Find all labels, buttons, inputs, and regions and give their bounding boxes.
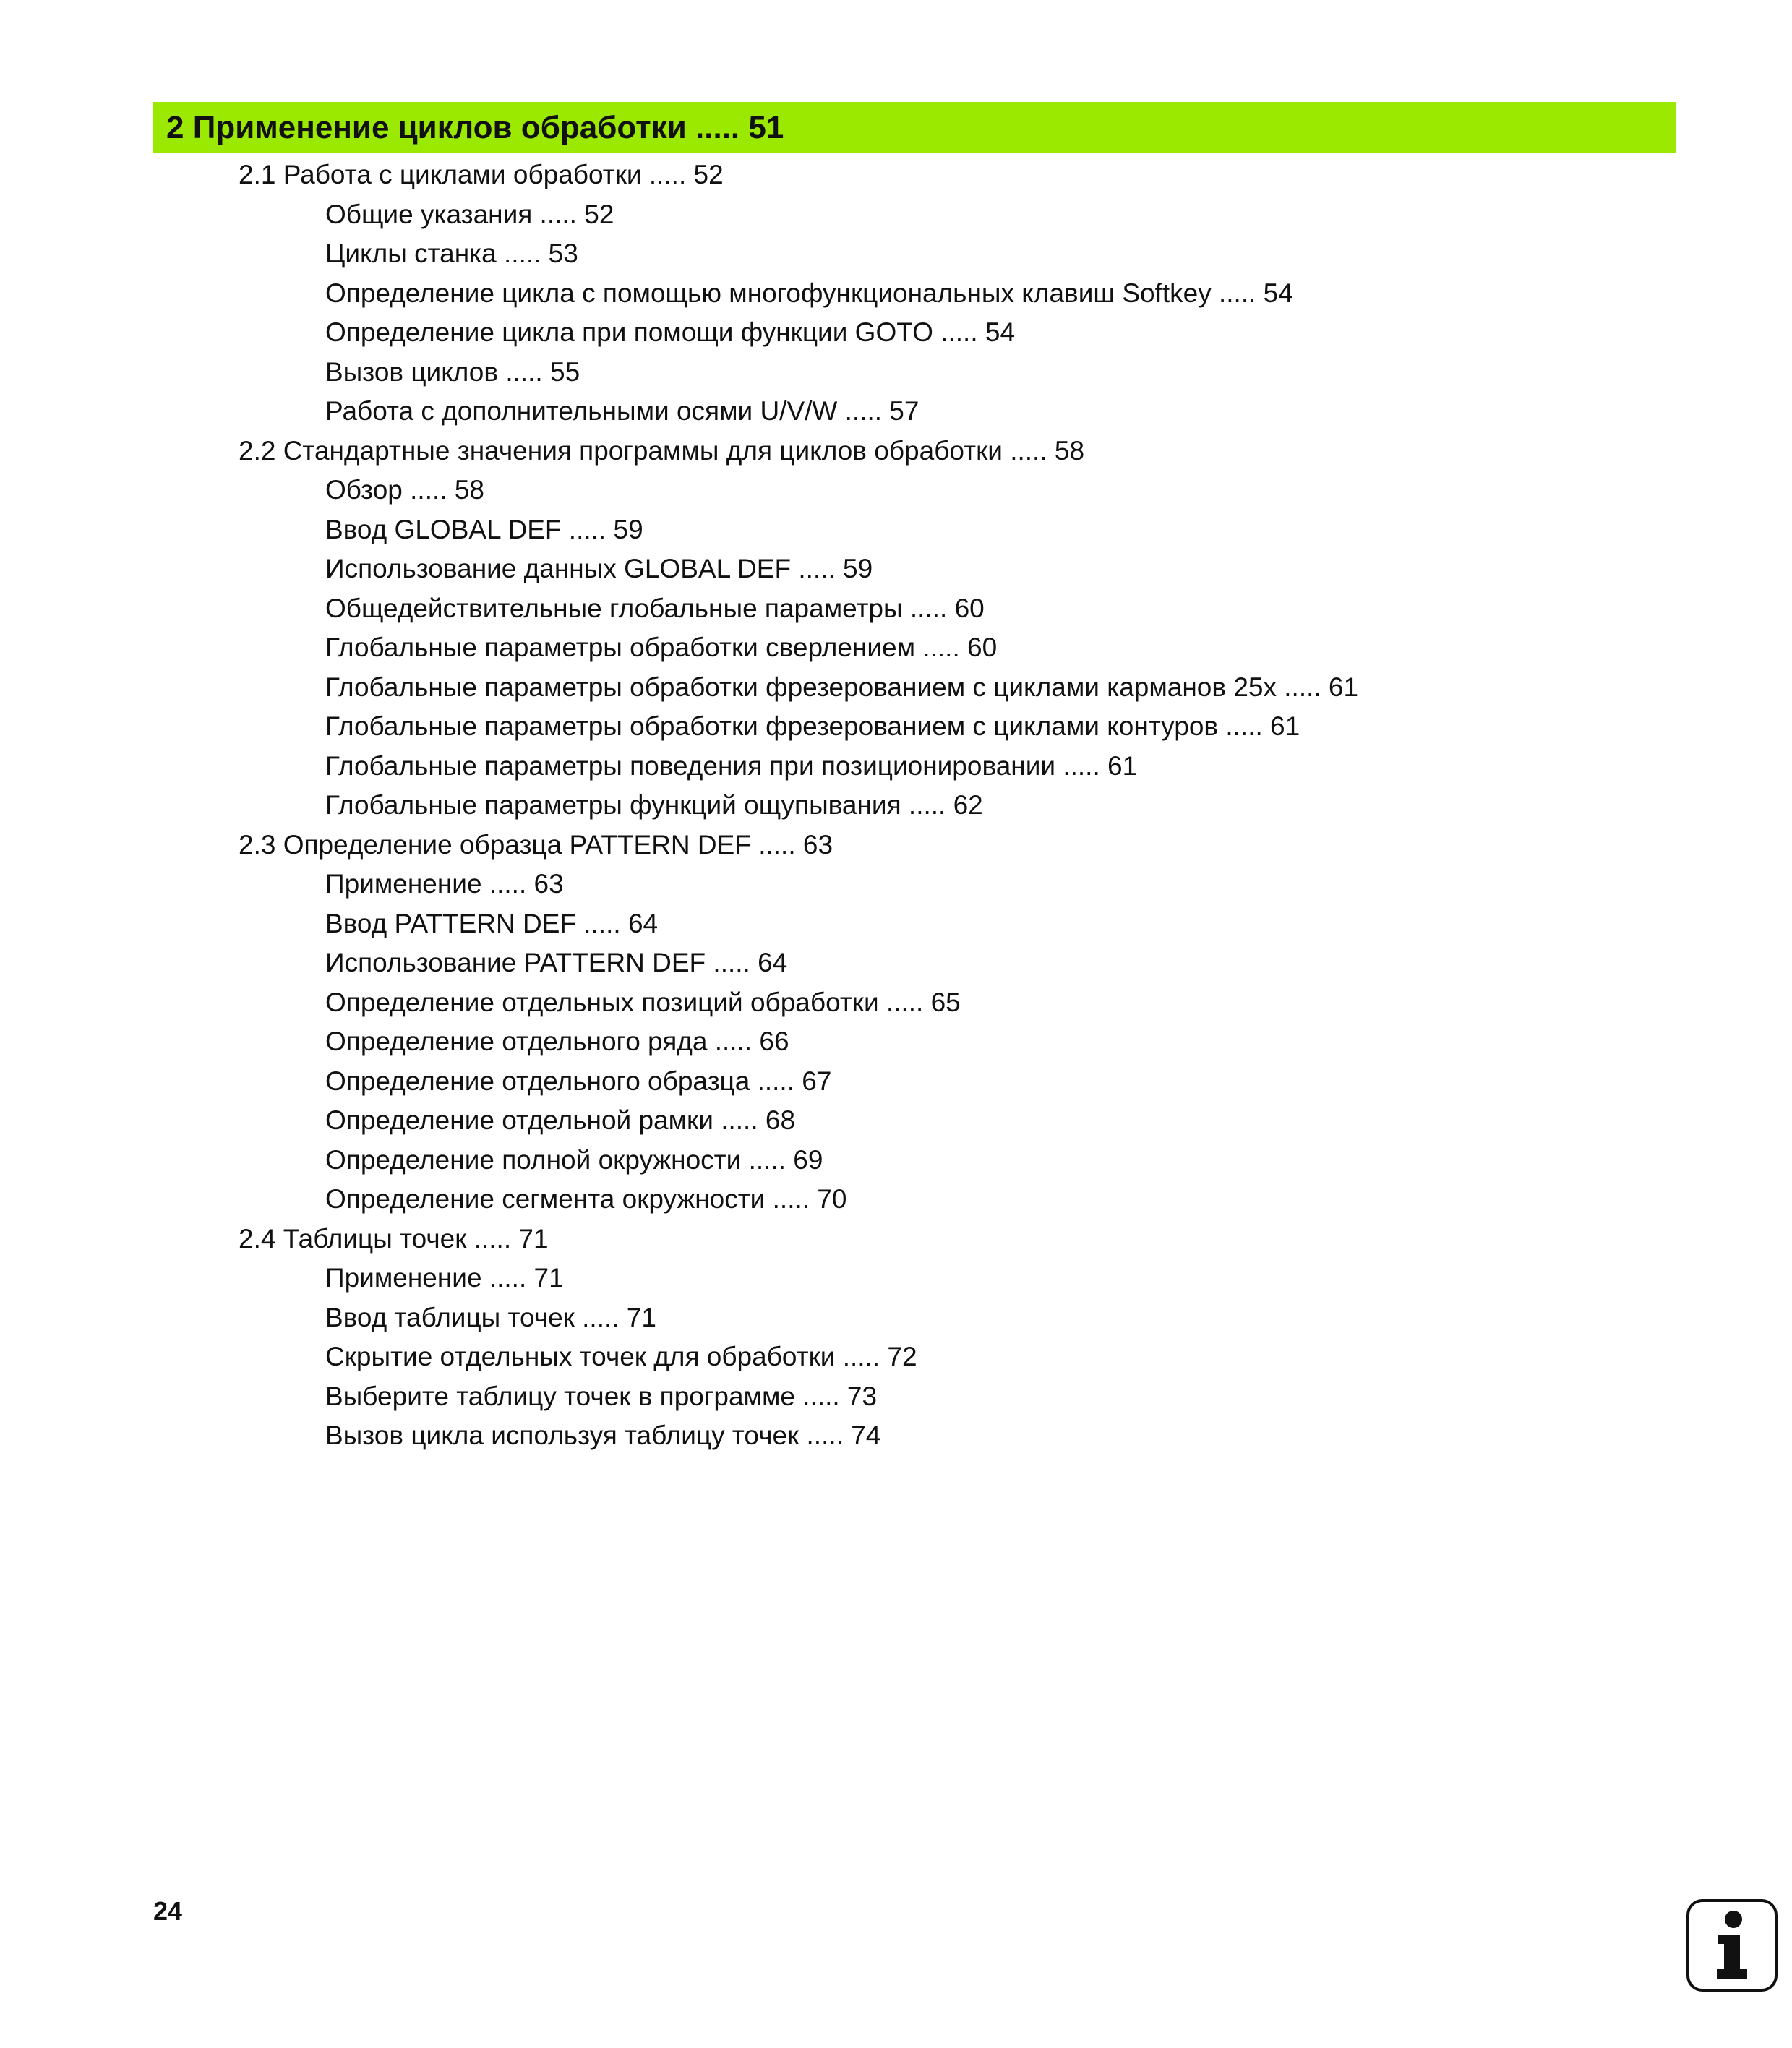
table-of-contents (0, 155, 1792, 1456)
toc-subsection-entry[interactable]: Работа с дополнительными осями U/V/W ..... 57 (325, 396, 919, 426)
toc-subsection-entry[interactable]: Глобальные параметры функций ощупывания ..... 62 (325, 790, 983, 820)
toc-subsection-entry[interactable]: Глобальные параметры обработки фрезерованием с циклами контуров ..... 61 (325, 711, 1300, 741)
toc-subsection-entry[interactable]: Глобальные параметры поведения при позиционировании ..... 61 (325, 750, 1138, 781)
toc-subsection-entry[interactable]: Определение отдельной рамки ..... 68 (325, 1105, 796, 1135)
toc-subsection-entry[interactable]: Определение цикла с помощью многофункциональных клавиш Softkey ..... 54 (325, 278, 1293, 308)
toc-section-entry[interactable]: 2.1 Работа с циклами обработки ..... 52 (239, 160, 724, 189)
toc-subsection-entry[interactable]: Общие указания ..... 52 (325, 199, 614, 229)
toc-subsection-entry[interactable]: Определение отдельного образца ..... 67 (325, 1066, 832, 1096)
toc-subsection-entry[interactable]: Использование данных GLOBAL DEF ..... 59 (325, 554, 873, 583)
toc-subsection-entry[interactable]: Определение полной окружности ..... 69 (325, 1144, 823, 1175)
toc-subsection-entry[interactable]: Циклы станка ..... 53 (325, 239, 578, 268)
toc-subsection-entry[interactable]: Выберите таблицу точек в программе ..... 73 (325, 1381, 878, 1411)
info-icon[interactable] (1686, 1899, 1778, 1992)
toc-subsection-entry[interactable]: Ввод PATTERN DEF ..... 64 (325, 908, 659, 938)
toc-subsection-entry[interactable]: Определение отдельного ряда ..... 66 (325, 1027, 789, 1056)
toc-subsection-entry[interactable]: Ввод GLOBAL DEF ..... 59 (325, 514, 643, 544)
toc-subsection-entry[interactable]: Применение ..... 71 (325, 1263, 564, 1293)
toc-subsection-entry[interactable]: Вызов циклов ..... 55 (325, 356, 580, 387)
toc-subsection-entry[interactable]: Глобальные параметры обработки сверлением ..... 60 (325, 633, 998, 662)
toc-subsection-entry[interactable]: Скрытие отдельных точек для обработки ..... 72 (325, 1342, 917, 1371)
toc-subsection-entry[interactable]: Определение сегмента окружности ..... 70 (325, 1184, 847, 1214)
toc-subsection-entry[interactable]: Общедействительные глобальные параметры ..... 60 (325, 593, 985, 623)
toc-subsection-entry[interactable]: Определение цикла при помощи функции GOTO ..... 54 (325, 317, 1016, 347)
toc-subsection-entry[interactable]: Применение ..... 63 (325, 869, 564, 899)
page-number: 24 (153, 1896, 183, 1926)
toc-subsection-entry[interactable]: Ввод таблицы точек ..... 71 (325, 1302, 656, 1332)
toc-section-entry[interactable]: 2.4 Таблицы точек ..... 71 (239, 1223, 549, 1254)
chapter-title: 2 Применение циклов обработки ..... 51 (166, 109, 784, 145)
toc-subsection-entry[interactable]: Обзор ..... 58 (325, 475, 484, 505)
toc-section-entry[interactable]: 2.2 Стандартные значения программы для циклов обработки ..... 58 (239, 435, 1085, 466)
toc-subsection-entry[interactable]: Вызов цикла используя таблицу точек ..... 74 (325, 1421, 881, 1450)
toc-section-entry[interactable]: 2.3 Определение образца PATTERN DEF ..... 63 (239, 829, 833, 860)
toc-subsection-entry[interactable]: Определение отдельных позиций обработки ..... 65 (325, 987, 961, 1017)
toc-subsection-entry[interactable]: Использование PATTERN DEF ..... 64 (325, 948, 788, 977)
chapter-heading-bar[interactable] (153, 102, 1676, 153)
toc-subsection-entry[interactable]: Глобальные параметры обработки фрезерованием с циклами карманов 25x ..... 61 (325, 672, 1359, 702)
